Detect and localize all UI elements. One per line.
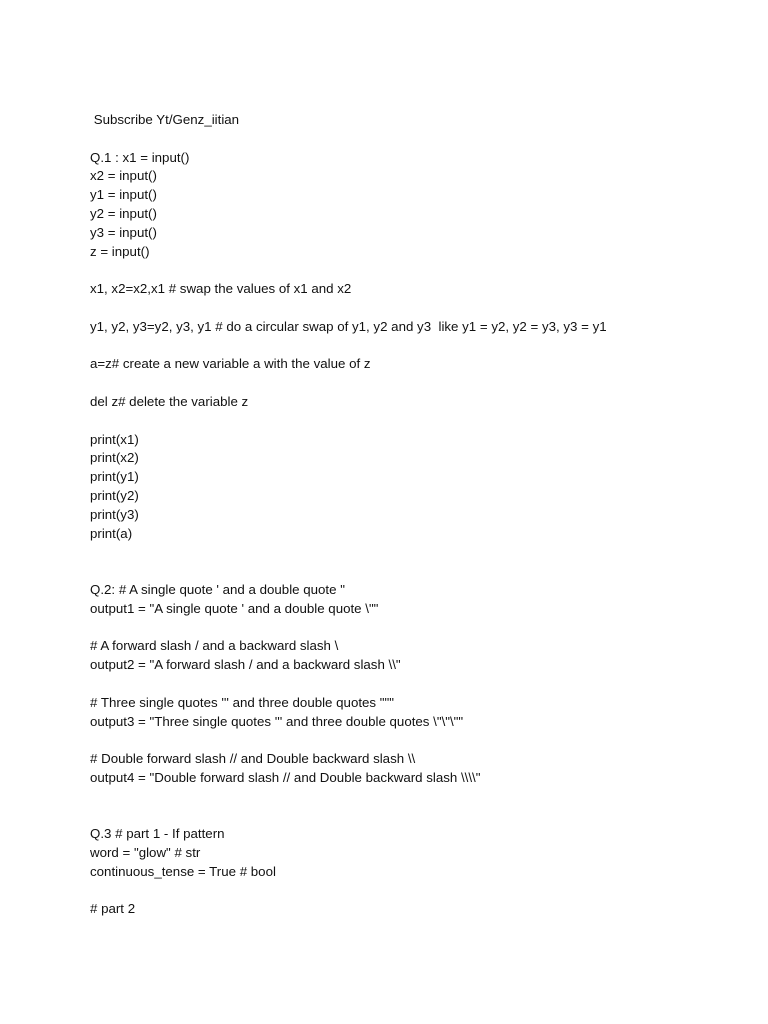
blank-line	[90, 806, 750, 825]
blank-line	[90, 788, 750, 807]
blank-line	[90, 675, 750, 694]
code-line: print(a)	[90, 525, 133, 541]
code-line: z = input()	[90, 243, 150, 259]
blank-line	[90, 543, 750, 562]
blank-line	[90, 882, 750, 901]
code-line: y2 = input()	[90, 205, 157, 221]
code-line: # Double forward slash // and Double backward slash \\	[90, 751, 416, 767]
code-line: output2 = "A forward slash / and a backward slash \\"	[90, 657, 401, 673]
code-line: print(x1)	[90, 431, 139, 447]
blank-line	[90, 337, 750, 356]
code-line: print(y1)	[90, 469, 139, 485]
subscribe-line: Subscribe Yt/Genz_iitian	[90, 112, 240, 127]
blank-line	[90, 374, 750, 393]
blank-line	[90, 130, 750, 149]
code-line: print(y3)	[90, 506, 139, 522]
code-line: print(y2)	[90, 487, 139, 503]
blank-line	[90, 731, 750, 750]
blank-line	[90, 299, 750, 318]
code-line: # part 2	[90, 901, 136, 917]
q2-line: Q.2: # A single quote ' and a double quote "	[90, 581, 345, 597]
code-line: x1, x2=x2,x1 # swap the values of x1 and x2	[90, 281, 352, 297]
blank-line	[90, 261, 750, 280]
code-line: print(x2)	[90, 450, 139, 466]
code-line: continuous_tense = True # bool	[90, 863, 276, 879]
code-line: y1 = input()	[90, 187, 157, 203]
blank-line	[90, 412, 750, 431]
blank-line	[90, 619, 750, 638]
code-line: y1, y2, y3=y2, y3, y1 # do a circular swap of y1, y2 and y3 like y1 = y2, y2 = y3, y3 = y1	[90, 318, 607, 334]
q1-line: Q.1 : x1 = input()	[90, 149, 190, 165]
code-line: # A forward slash / and a backward slash \	[90, 638, 339, 654]
q3-line: Q.3 # part 1 - If pattern	[90, 826, 225, 842]
document-body	[90, 111, 750, 919]
code-line: output3 = "Three single quotes ''' and three double quotes \"\"\""	[90, 713, 464, 729]
code-line: # Three single quotes ''' and three double quotes """	[90, 694, 394, 710]
blank-line	[90, 562, 750, 581]
code-line: x2 = input()	[90, 168, 157, 184]
code-line: a=z# create a new variable a with the value of z	[90, 356, 371, 372]
code-line: output4 = "Double forward slash // and Double backward slash \\\\"	[90, 769, 481, 785]
code-line: del z# delete the variable z	[90, 393, 249, 409]
code-line: y3 = input()	[90, 224, 157, 240]
code-line: output1 = "A single quote ' and a double quote \""	[90, 600, 379, 616]
code-line: word = "glow" # str	[90, 845, 201, 861]
